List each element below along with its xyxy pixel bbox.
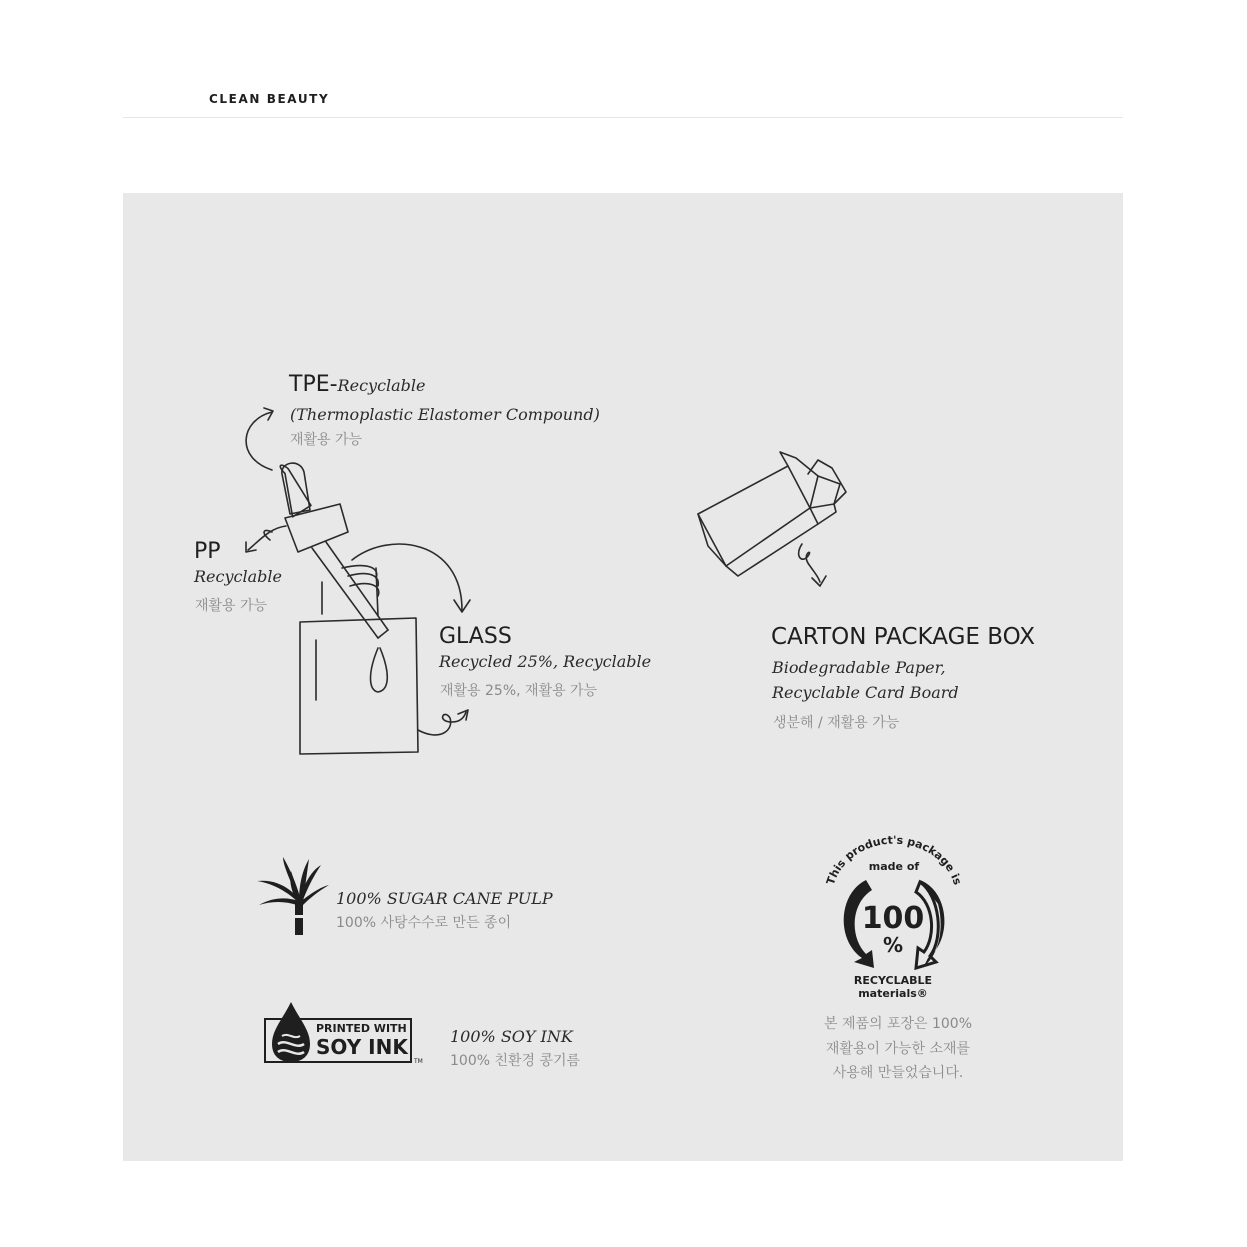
soy-ink-trademark: TM (414, 1058, 423, 1065)
carton-line1: Biodegradable Paper, (772, 658, 946, 677)
pp-title: PP (194, 539, 221, 564)
sugar-cane-icon (253, 855, 333, 940)
soyink-korean: 100% 친환경 콩기름 (450, 1053, 581, 1069)
soyink-title: 100% SOY INK (450, 1027, 573, 1046)
tpe-label-group (289, 372, 426, 397)
badge-number: 100 (861, 901, 925, 936)
badge-korean-line2: 재활용이 가능한 소재를 (825, 1041, 971, 1057)
badge-percent: % (882, 933, 904, 957)
soy-drop-icon (268, 1000, 314, 1066)
dropper-bottle-illustration (230, 400, 530, 780)
badge-made-of: made of (868, 860, 920, 873)
badge-label2: materials® (858, 987, 928, 1000)
badge-label1: RECYCLABLE (853, 974, 933, 987)
recyclable-badge-icon (820, 833, 970, 1000)
carton-line2: Recyclable Card Board (772, 683, 959, 702)
tpe-korean: 재활용 가능 (290, 432, 363, 448)
glass-subtitle: Recycled 25%, Recyclable (439, 652, 652, 671)
pp-subtitle: Recyclable (194, 567, 282, 586)
badge-korean-line3: 사용해 만들었습니다. (832, 1065, 964, 1081)
soy-ink-logo (264, 1000, 424, 1068)
sugarcane-korean: 100% 사탕수수로 만든 종이 (336, 915, 512, 931)
soy-ink-logo-line1: PRINTED WITH (316, 1022, 407, 1035)
sugarcane-title: 100% SUGAR CANE PULP (336, 889, 553, 908)
badge-korean-line1: 본 제품의 포장은 100% (823, 1016, 973, 1032)
glass-korean: 재활용 25%, 재활용 가능 (440, 683, 598, 699)
tpe-title-suffix: Recyclable (337, 376, 426, 395)
badge-arc-text: This product's package is (823, 833, 965, 887)
carton-korean: 생분해 / 재활용 가능 (773, 715, 900, 731)
tpe-title: TPE- (289, 372, 338, 397)
carton-box-illustration (690, 448, 870, 598)
carton-title: CARTON PACKAGE BOX (771, 624, 1035, 650)
tpe-subtitle: (Thermoplastic Elastomer Compound) (290, 405, 600, 424)
header-divider (123, 117, 1123, 118)
soy-ink-logo-line2: SOY INK (316, 1035, 408, 1059)
pp-korean: 재활용 가능 (195, 598, 268, 614)
glass-title: GLASS (439, 624, 512, 649)
page-header-title: CLEAN BEAUTY (209, 92, 330, 106)
